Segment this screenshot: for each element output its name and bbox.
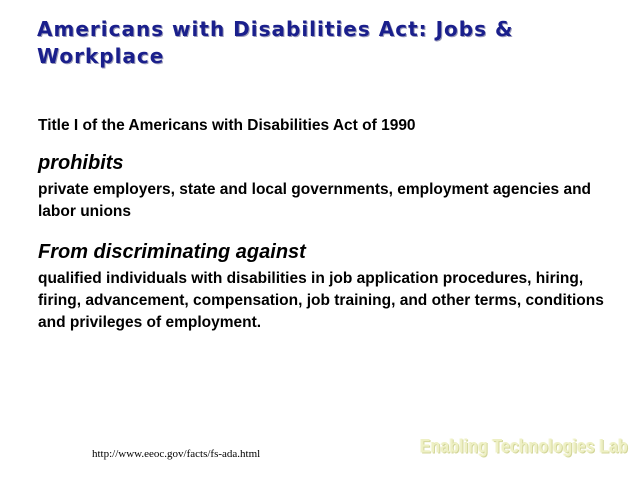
lead-prohibits: prohibits xyxy=(38,152,124,174)
source-link[interactable]: http://www.eeoc.gov/facts/fs-ada.html xyxy=(92,448,261,460)
act-title-line: Title I of the Americans with Disabilities Act of 1990 xyxy=(38,117,416,134)
lab-logo: Enabling Technologies Lab xyxy=(420,436,628,458)
lead-discriminating: From discriminating against xyxy=(38,241,306,263)
slide-title: Americans with Disabilities Act: Jobs & Workplace xyxy=(37,17,514,68)
protections-text: qualified individuals with disabilities in job application procedures, hiring, firing, advancement, compensation, job training, and other terms, conditions and privileges of employment. xyxy=(38,270,604,331)
covered-entities-text: private employers, state and local governments, employment agencies and labor unions xyxy=(38,181,592,220)
